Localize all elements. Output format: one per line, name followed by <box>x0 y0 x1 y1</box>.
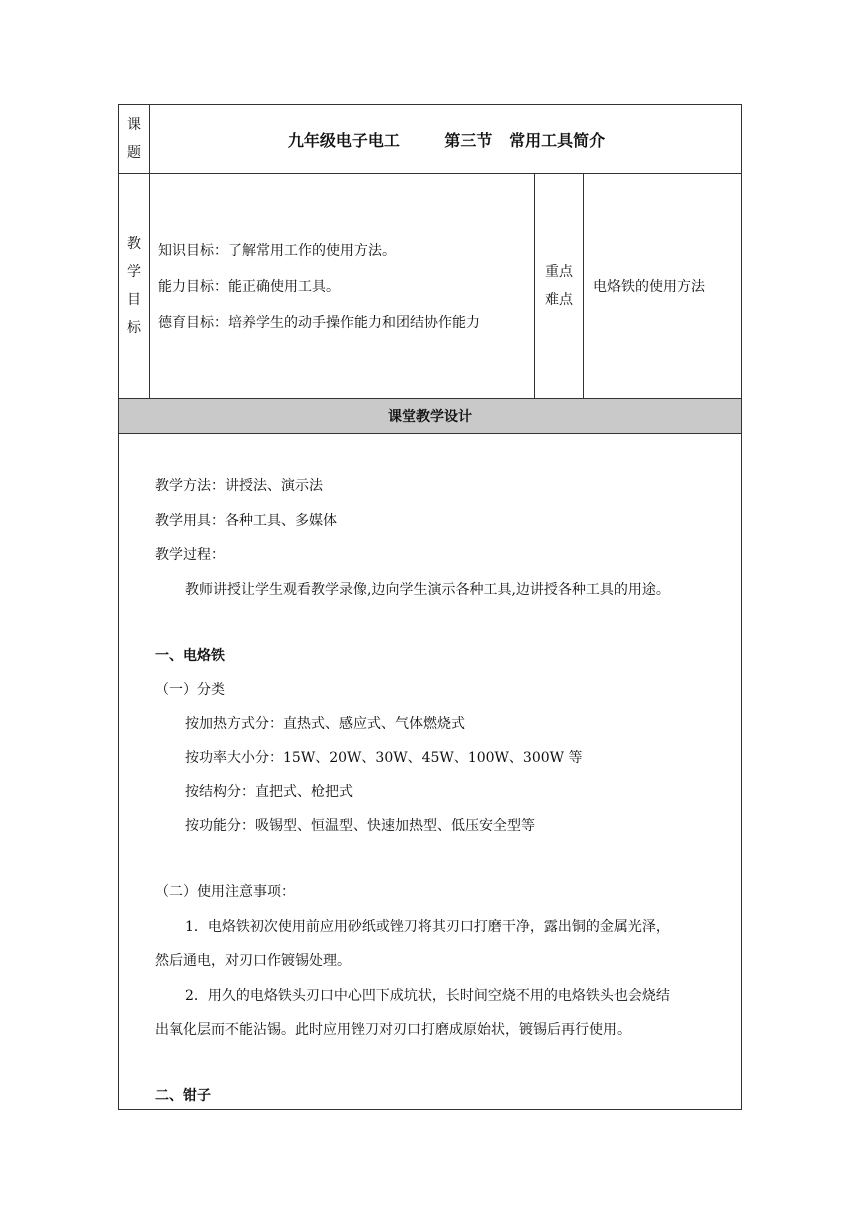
key-points-label-line: 重点 <box>545 263 573 280</box>
moral-goal: 德育目标：培养学生的动手操作能力和团结协作能力 <box>158 315 480 331</box>
knowledge-goal: 知识目标：了解常用工作的使用方法。 <box>158 243 396 259</box>
topic-label-char: 课 <box>127 117 141 133</box>
key-points-label-line: 难点 <box>545 291 573 308</box>
goals-label-char: 标 <box>127 319 141 336</box>
teaching-process-text: 教师讲授让学生观看教学录像,边向学生演示各种工具,边讲授各种工具的用途。 <box>185 582 670 598</box>
usage-note-2-line-1: 2．用久的电烙铁头刃口中心凹下成坑状，长时间空烧不用的电烙铁头也会烧结 <box>185 988 670 1004</box>
ability-goal: 能力目标：能正确使用工具。 <box>158 279 340 295</box>
lesson-title: 九年级电子电工 第三节 常用工具简介 <box>287 130 606 150</box>
key-content-divider <box>583 173 584 398</box>
usage-note-2-line-2: 出氧化层而不能沾锡。此时应用锉刀对刃口打磨成原始状，镀锡后再行使用。 <box>155 1022 631 1038</box>
goals-label-char: 目 <box>127 291 141 308</box>
key-points-label <box>535 173 583 398</box>
teaching-tools: 教学用具：各种工具、多媒体 <box>155 513 337 529</box>
teaching-process-label: 教学过程： <box>155 547 225 563</box>
topic-label <box>119 105 149 173</box>
subsection-classification: （一）分类 <box>155 682 225 698</box>
key-points-content: 电烙铁的使用方法 <box>593 278 705 295</box>
subsection-usage-notes: （二）使用注意事项： <box>155 884 295 900</box>
goals-label-char: 学 <box>127 263 141 280</box>
classification-power: 按功率大小分：15W、20W、30W、45W、100W、300W 等 <box>185 750 583 766</box>
classification-heating: 按加热方式分：直热式、感应式、气体燃烧式 <box>185 716 465 732</box>
teaching-method: 教学方法：讲授法、演示法 <box>155 478 323 494</box>
classification-structure: 按结构分：直把式、枪把式 <box>185 784 353 800</box>
lesson-plan-table <box>118 104 742 1110</box>
goals-content <box>158 233 528 341</box>
section-heading-pliers: 二、钳子 <box>155 1088 211 1104</box>
classroom-design-heading: 课堂教学设计 <box>119 399 741 433</box>
row-divider <box>119 433 741 434</box>
usage-note-1-line-1: 1．电烙铁初次使用前应用砂纸或锉刀将其刃口打磨干净，露出铜的金属光泽， <box>185 919 670 935</box>
goals-label-char: 教 <box>127 235 141 252</box>
section-heading-soldering-iron: 一、电烙铁 <box>155 648 225 664</box>
usage-note-1-line-2: 然后通电，对刃口作镀锡处理。 <box>155 953 351 969</box>
classification-function: 按功能分：吸锡型、恒温型、快速加热型、低压安全型等 <box>185 818 535 834</box>
goals-label <box>119 173 149 398</box>
topic-label-char: 题 <box>127 145 141 161</box>
